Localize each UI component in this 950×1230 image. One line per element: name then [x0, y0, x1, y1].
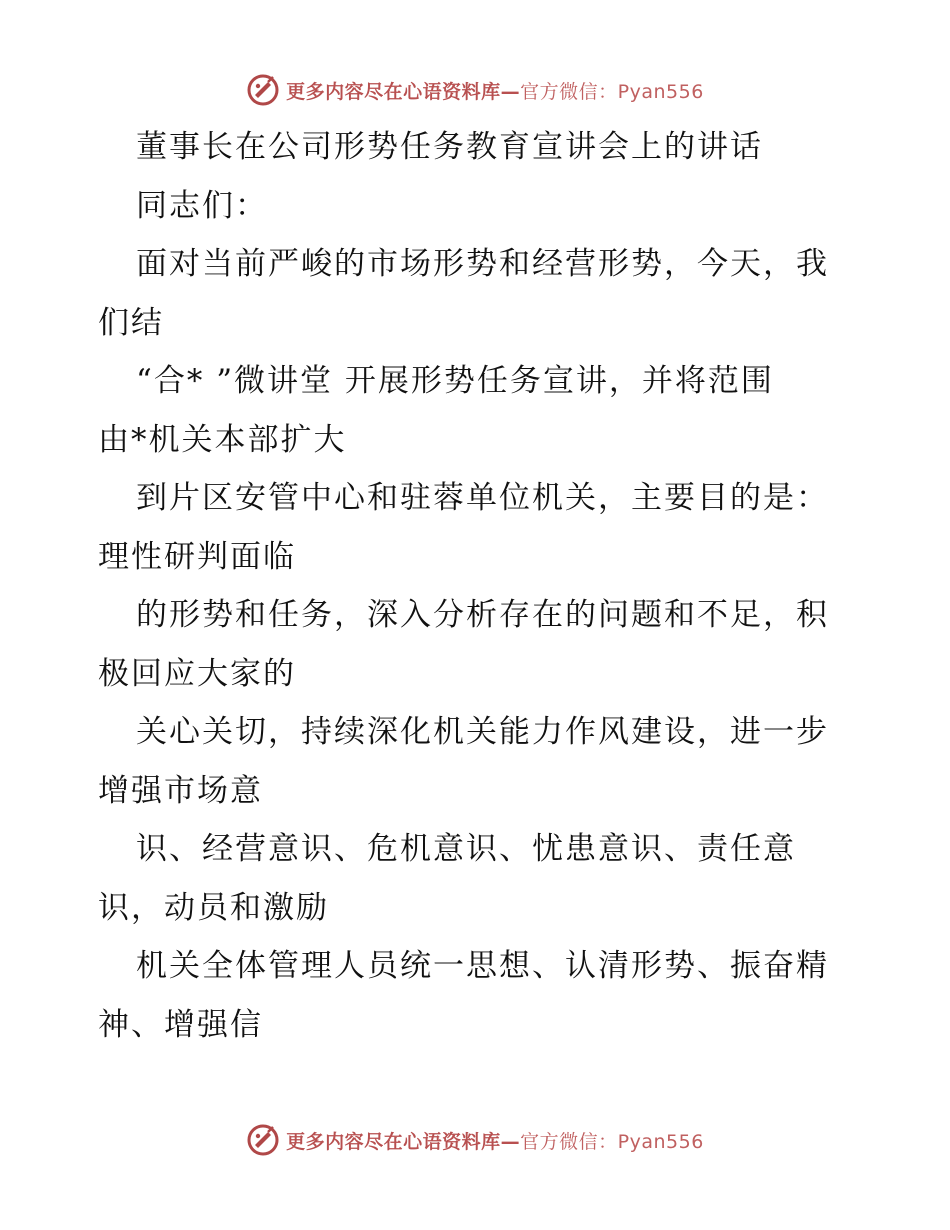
banner-text: 更多内容尽在心语资料库—官方微信：Pyan556 [286, 80, 704, 103]
paragraph-line: 识，动员和激励 [98, 889, 329, 926]
paragraph-line: 增强市场意 [98, 772, 263, 809]
paragraph-line: 识、经营意识、危机意识、忧患意识、责任意 [136, 831, 796, 867]
paragraph-line: “合* ”微讲堂 开展形势任务宣讲，并将范围 [136, 363, 774, 399]
paragraph-line: 神、增强信 [98, 1006, 263, 1043]
paragraph-line: 关心关切，持续深化机关能力作风建设，进一步 [136, 714, 829, 750]
paragraph-line: 同志们： [136, 187, 268, 224]
paragraph-line: 机关全体管理人员统一思想、认清形势、振奋精 [136, 948, 829, 984]
document-body [98, 118, 858, 1054]
paragraph-line: 们结 [98, 304, 164, 341]
header-watermark-banner [0, 70, 950, 110]
paragraph-line: 到片区安管中心和驻蓉单位机关，主要目的是： [136, 480, 829, 516]
document-title: 董事长在公司形势任务教育宣讲会上的讲话 [136, 129, 763, 165]
footer-watermark-banner [0, 1120, 950, 1160]
paragraph-line: 极回应大家的 [98, 655, 296, 692]
paragraph-line: 理性研判面临 [98, 538, 296, 575]
banner-text: 更多内容尽在心语资料库—官方微信：Pyan556 [286, 1130, 704, 1153]
paragraph-line: 的形势和任务，深入分析存在的问题和不足，积 [136, 597, 829, 633]
logo-icon [246, 1123, 280, 1157]
paragraph-line: 由*机关本部扩大 [98, 421, 347, 458]
logo-icon [246, 73, 280, 107]
paragraph-line: 面对当前严峻的市场形势和经营形势，今天，我 [136, 246, 829, 282]
